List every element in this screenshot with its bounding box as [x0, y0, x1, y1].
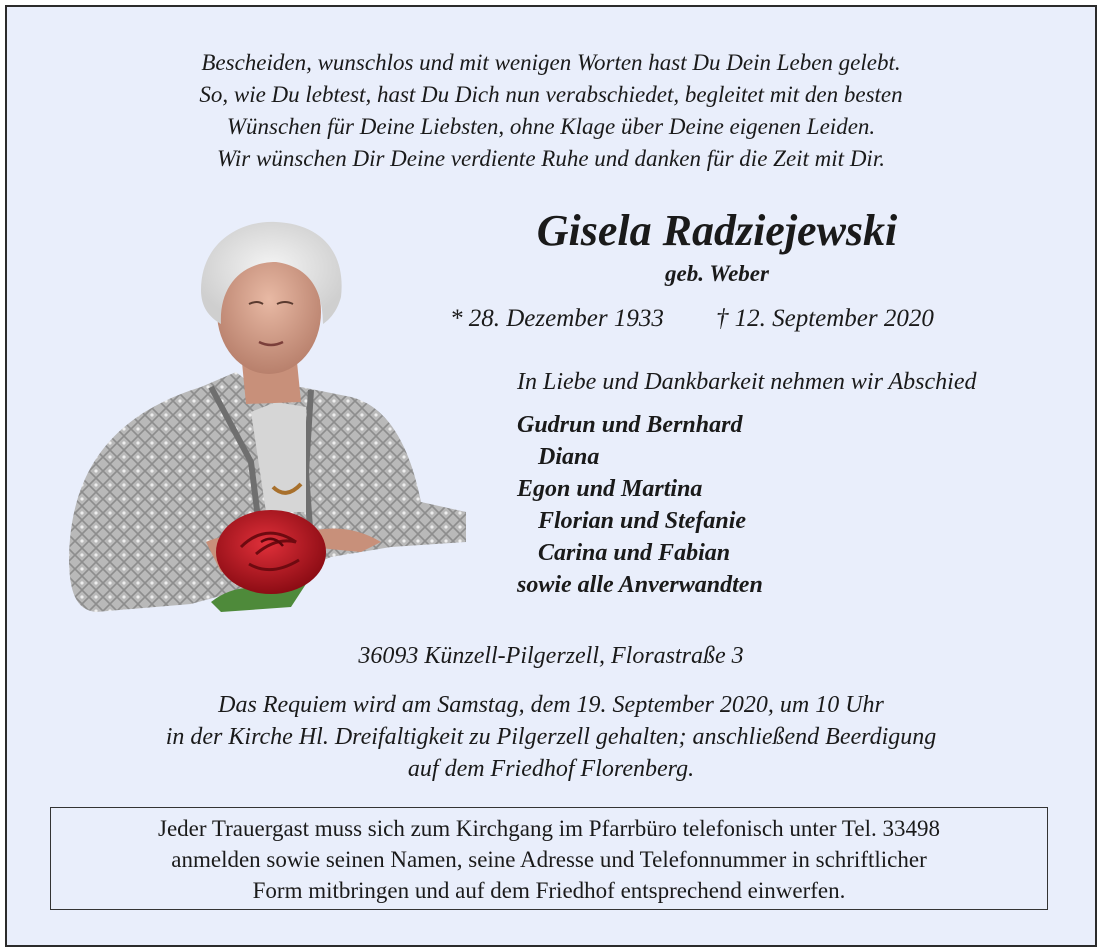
mourner-entry: Carina und Fabian [538, 540, 731, 566]
requiem-info [7, 689, 1095, 785]
requiem-line: auf dem Friedhof Florenberg. [407, 756, 695, 782]
notice-line: anmelden sowie seinen Namen, seine Adresse und Telefonnummer in schriftlicher [171, 847, 927, 872]
notice-line: Jeder Trauergast muss sich zum Kirchgang im Pfarrbüro telefonisch unter Tel. 33498 [158, 816, 940, 841]
mourner-entry: Florian und Stefanie [538, 508, 747, 534]
mourner-entry: sowie alle Anverwandten [517, 572, 763, 598]
poem-line: Bescheiden, wunschlos und mit wenigen Worten hast Du Dein Leben gelebt. [201, 50, 901, 75]
poem-line: So, wie Du lebtest, hast Du Dich nun verabschiedet, begleitet mit den besten [199, 82, 903, 107]
notice-line: Form mitbringen und auf dem Friedhof entsprechend einwerfen. [252, 878, 846, 903]
poem-line: Wünschen für Deine Liebsten, ohne Klage über Deine eigenen Leiden. [226, 114, 876, 139]
mourner-entry: Diana [538, 444, 600, 470]
death-date: † 12. September 2020 [715, 305, 934, 332]
life-dates [450, 305, 934, 333]
poem [7, 47, 1095, 175]
requiem-line: Das Requiem wird am Samstag, dem 19. September 2020, um 10 Uhr [218, 692, 884, 718]
mourners-list [517, 409, 763, 601]
notice-box [50, 807, 1048, 910]
farewell-line: In Liebe und Dankbarkeit nehmen wir Abschied [517, 369, 977, 395]
mourner-entry: Gudrun und Bernhard [517, 412, 743, 438]
birth-date: * 28. Dezember 1933 [450, 305, 664, 332]
address: 36093 Künzell-Pilgerzell, Florastraße 3 [358, 643, 744, 669]
obituary-card [5, 5, 1097, 947]
mourner-entry: Egon und Martina [517, 476, 703, 502]
requiem-line: in der Kirche Hl. Dreifaltigkeit zu Pilgerzell gehalten; anschließend Beerdigung [165, 724, 937, 750]
deceased-name: Gisela Radziejewski [536, 206, 898, 255]
poem-line: Wir wünschen Dir Deine verdiente Ruhe und danken für die Zeit mit Dir. [217, 146, 885, 171]
birth-name: geb. Weber [665, 261, 769, 286]
